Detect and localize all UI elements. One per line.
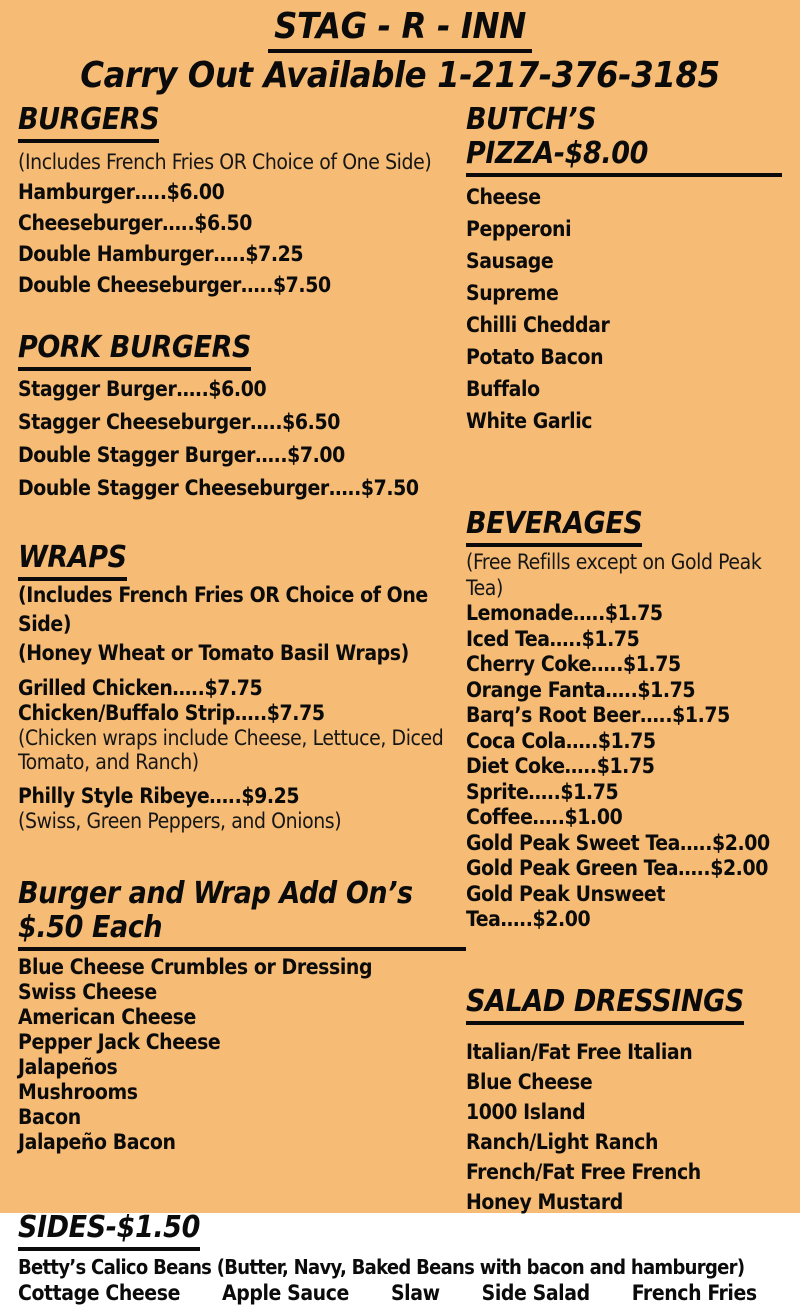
menu-item: Barq’s Root Beer…..$1.75 bbox=[466, 703, 730, 727]
menu-item: American Cheese bbox=[18, 1005, 196, 1029]
section-salad-dressings bbox=[466, 985, 782, 1217]
menu-columns bbox=[0, 103, 800, 1217]
menu-item: Coca Cola…..$1.75 bbox=[466, 728, 656, 753]
menu-item: Gold Peak Green Tea…..$2.00 bbox=[466, 856, 768, 880]
menu-item: Sprite…..$1.75 bbox=[466, 779, 619, 804]
right-column bbox=[466, 103, 782, 1217]
menu-item: Diet Coke…..$1.75 bbox=[466, 754, 655, 778]
menu-item: Orange Fanta…..$1.75 bbox=[466, 677, 696, 702]
pizza-list bbox=[466, 181, 782, 437]
menu-item: Cheeseburger…..$6.50 bbox=[18, 211, 252, 235]
menu-item: Honey Mustard bbox=[466, 1189, 623, 1214]
sides-beans-note: Betty’s Calico Beans (Butter, Navy, Baked Beans with bacon and hamburger) bbox=[18, 1254, 745, 1279]
menu-item: Double Cheeseburger…..$7.50 bbox=[18, 273, 331, 297]
menu-item: Side Salad bbox=[481, 1280, 590, 1305]
menu-item: Blue Cheese bbox=[466, 1069, 593, 1094]
menu-item: Jalapeños bbox=[18, 1055, 118, 1079]
menu-item: Pepper Jack Cheese bbox=[18, 1030, 221, 1054]
sides-title: SIDES-$1.50 bbox=[18, 1211, 200, 1251]
beverages-note: (Free Refills except on Gold Peak Tea) bbox=[466, 550, 762, 600]
addons-list bbox=[18, 955, 466, 1155]
philly-note: (Swiss, Green Peppers, and Onions) bbox=[18, 809, 342, 833]
menu-item: Chilli Cheddar bbox=[466, 313, 610, 337]
menu-item: Cottage Cheese bbox=[18, 1280, 180, 1305]
menu-item: French/Fat Free French bbox=[466, 1159, 701, 1184]
pork-burgers-title: PORK BURGERS bbox=[18, 331, 251, 371]
left-column bbox=[18, 103, 466, 1217]
menu-item: French Fries bbox=[631, 1280, 757, 1305]
wraps-note: (Includes French Fries OR Choice of One Side) bbox=[18, 583, 428, 636]
section-burgers bbox=[18, 103, 466, 301]
carryout-phone-line: Carry Out Available 1-217-376-3185 bbox=[80, 55, 720, 96]
menu-item: Double Stagger Burger…..$7.00 bbox=[18, 443, 345, 467]
menu-item: Mushrooms bbox=[18, 1080, 138, 1104]
beverages-title: BEVERAGES bbox=[466, 507, 642, 547]
wraps-note: (Honey Wheat or Tomato Basil Wraps) bbox=[18, 641, 409, 665]
menu-item: Sausage bbox=[466, 249, 554, 273]
menu-item: Apple Sauce bbox=[222, 1280, 349, 1305]
menu-item: Buffalo bbox=[466, 377, 540, 401]
menu-item: Lemonade…..$1.75 bbox=[466, 601, 663, 625]
menu-item: Stagger Burger…..$6.00 bbox=[18, 377, 267, 401]
restaurant-name: STAG - R - INN bbox=[268, 6, 532, 53]
menu-item: Potato Bacon bbox=[466, 345, 604, 369]
pork-burgers-list bbox=[18, 373, 466, 505]
menu-item: Pepperoni bbox=[466, 217, 572, 241]
wraps-list bbox=[18, 676, 466, 726]
menu-item: Grilled Chicken…..$7.75 bbox=[18, 676, 263, 700]
philly-item: Philly Style Ribeye…..$9.25 bbox=[18, 784, 300, 808]
sides-row bbox=[18, 1281, 782, 1305]
salad-dressings-title: SALAD DRESSINGS bbox=[466, 985, 744, 1025]
addons-title: Burger and Wrap Add On’s $.50 Each bbox=[18, 877, 466, 951]
burgers-title: BURGERS bbox=[18, 103, 159, 143]
menu-item: Double Hamburger…..$7.25 bbox=[18, 242, 304, 266]
section-wraps bbox=[18, 541, 466, 833]
section-addons bbox=[18, 877, 466, 1155]
wraps-title: WRAPS bbox=[18, 541, 127, 581]
menu-item: Gold Peak Sweet Tea…..$2.00 bbox=[466, 830, 770, 855]
menu-header bbox=[0, 0, 800, 99]
menu-item: Supreme bbox=[466, 281, 559, 305]
menu-item: Ranch/Light Ranch bbox=[466, 1129, 658, 1154]
menu-item: Swiss Cheese bbox=[18, 980, 157, 1004]
menu-item: Hamburger…..$6.00 bbox=[18, 180, 225, 204]
burgers-note: (Includes French Fries OR Choice of One Side) bbox=[18, 150, 432, 174]
menu-item: Slaw bbox=[390, 1280, 440, 1305]
menu-item: Coffee…..$1.00 bbox=[466, 805, 623, 829]
burgers-list bbox=[18, 177, 466, 301]
menu-item: White Garlic bbox=[466, 409, 593, 433]
menu-item: Stagger Cheeseburger…..$6.50 bbox=[18, 410, 340, 434]
menu-item: Jalapeño Bacon bbox=[18, 1130, 176, 1154]
menu-item: Blue Cheese Crumbles or Dressing bbox=[18, 955, 373, 979]
menu-item: Cherry Coke…..$1.75 bbox=[466, 652, 681, 676]
menu-item: Iced Tea…..$1.75 bbox=[466, 626, 640, 651]
menu-item: Chicken/Buffalo Strip…..$7.75 bbox=[18, 701, 325, 725]
menu-item: Double Stagger Cheeseburger…..$7.50 bbox=[18, 476, 419, 500]
section-pork-burgers bbox=[18, 331, 466, 505]
menu-item: Italian/Fat Free Italian bbox=[466, 1039, 693, 1064]
pizza-title: BUTCH’S PIZZA-$8.00 bbox=[466, 103, 782, 177]
menu-item: Gold Peak Unsweet Tea…..$2.00 bbox=[466, 881, 665, 931]
menu-item: 1000 Island bbox=[466, 1099, 586, 1124]
section-pizza bbox=[466, 103, 782, 437]
section-sides bbox=[0, 1211, 800, 1305]
chicken-wrap-note: (Chicken wraps include Cheese, Lettuce, Diced Tomato, and Ranch) bbox=[18, 726, 444, 774]
menu-item: Cheese bbox=[466, 185, 541, 209]
menu-item: Bacon bbox=[18, 1105, 81, 1129]
salad-dressings-list bbox=[466, 1037, 782, 1217]
wraps-bold-notes bbox=[18, 581, 466, 668]
beverages-list bbox=[466, 601, 782, 933]
section-beverages bbox=[466, 507, 782, 933]
